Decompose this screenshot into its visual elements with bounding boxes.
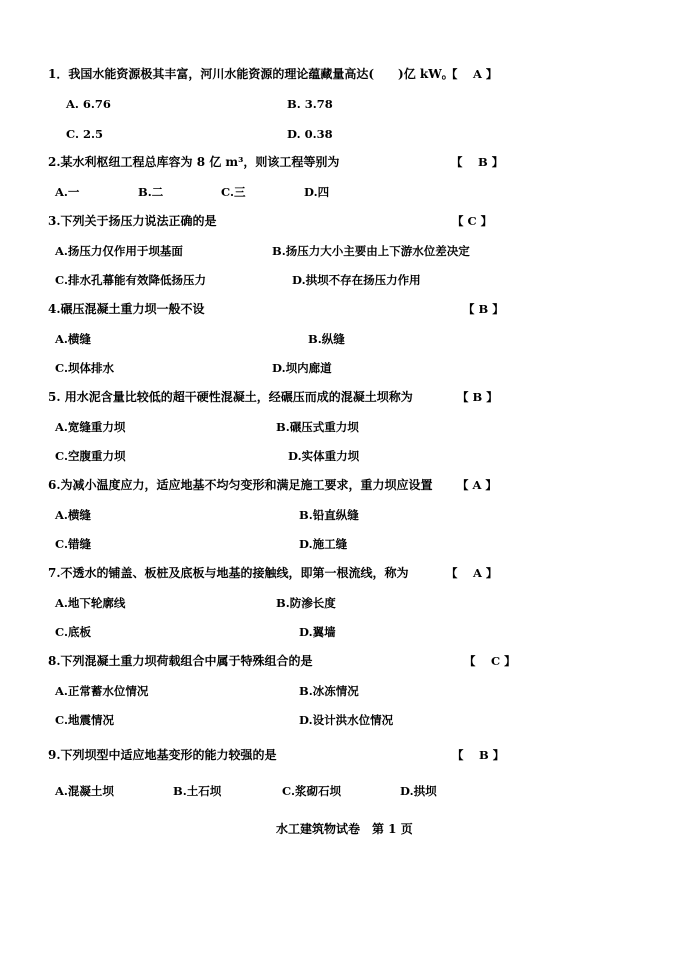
question-3-text: 3.下列关于扬压力说法正确的是 [48, 214, 217, 228]
question-1-text: 1．我国水能资源极其丰富，河川水能资源的理论蕴藏量高达( )亿 kW。 [48, 67, 454, 81]
question-8-option-c: C.地震情况 [55, 713, 114, 727]
question-9-option-a: A.混凝土坝 [55, 784, 114, 798]
question-5-answer: 【 B 】 [457, 390, 498, 404]
question-4-text: 4.碾压混凝土重力坝一般不设 [48, 302, 205, 316]
question-1-option-b: B. 3.78 [287, 97, 333, 111]
question-9-option-b: B.土石坝 [173, 784, 222, 798]
question-6-option-d: D.施工缝 [299, 537, 348, 551]
question-5-text: 5. 用水泥含量比较低的超干硬性混凝土，经碾压而成的混凝土坝称为 [48, 390, 413, 404]
question-1-option-d: D. 0.38 [287, 127, 333, 141]
question-9-option-d: D.拱坝 [400, 784, 437, 798]
question-2-text: 2.某水利枢纽工程总库容为 8 亿 m³，则该工程等别为 [48, 155, 340, 169]
question-5-option-c: C.空腹重力坝 [55, 449, 126, 463]
question-5-option-b: B.碾压式重力坝 [276, 420, 359, 434]
question-1-option-a: A. 6.76 [66, 97, 111, 111]
question-6-option-a: A.横缝 [55, 508, 91, 522]
page-footer: 水工建筑物试卷 第 1 页 [276, 822, 413, 836]
question-7-option-d: D.翼墙 [299, 625, 336, 639]
question-8-answer: 【 C 】 [464, 654, 516, 668]
question-6-option-c: C.错缝 [55, 537, 91, 551]
question-4-option-a: A.横缝 [55, 332, 91, 346]
question-6-answer: 【 A 】 [457, 478, 497, 492]
question-9-answer: 【 B 】 [452, 748, 505, 762]
question-7-option-c: C.底板 [55, 625, 91, 639]
question-4-option-d: D.坝内廊道 [272, 361, 332, 375]
question-9-text: 9.下列坝型中适应地基变形的能力较强的是 [48, 748, 277, 762]
question-6-option-b: B.铅直纵缝 [299, 508, 359, 522]
question-1-answer: 【 A 】 [446, 67, 498, 81]
question-2-answer: 【 B 】 [451, 155, 504, 169]
question-1-option-c: C. 2.5 [66, 127, 103, 141]
question-4-answer: 【 B 】 [463, 302, 504, 316]
question-3-option-b: B.扬压力大小主要由上下游水位差决定 [272, 244, 470, 258]
question-4-option-b: B.纵缝 [308, 332, 345, 346]
question-8-option-a: A.正常蓄水位情况 [55, 684, 149, 698]
question-8-text: 8.下列混凝土重力坝荷载组合中属于特殊组合的是 [48, 654, 313, 668]
question-5-option-a: A.宽缝重力坝 [55, 420, 126, 434]
question-2-option-d: D.四 [304, 185, 330, 199]
question-2-option-c: C.三 [221, 185, 246, 199]
question-6-text: 6.为减小温度应力，适应地基不均匀变形和满足施工要求，重力坝应设置 [48, 478, 433, 492]
question-5-option-d: D.实体重力坝 [288, 449, 360, 463]
question-7-answer: 【 A 】 [446, 566, 498, 580]
question-2-option-a: A.一 [55, 185, 80, 199]
question-3-option-c: C.排水孔幕能有效降低扬压力 [55, 273, 206, 287]
question-7-text: 7.不透水的铺盖、板桩及底板与地基的接触线，即第一根流线，称为 [48, 566, 409, 580]
question-8-option-d: D.设计洪水位情况 [299, 713, 394, 727]
question-3-answer: 【 C 】 [452, 214, 493, 228]
question-3-option-a: A.扬压力仅作用于坝基面 [55, 244, 183, 258]
question-7-option-a: A.地下轮廓线 [55, 596, 126, 610]
question-2-option-b: B.二 [138, 185, 164, 199]
question-9-option-c: C.浆砌石坝 [282, 784, 341, 798]
question-8-option-b: B.冰冻情况 [299, 684, 359, 698]
question-3-option-d: D.拱坝不存在扬压力作用 [292, 273, 421, 287]
question-4-option-c: C.坝体排水 [55, 361, 114, 375]
question-7-option-b: B.防渗长度 [276, 596, 336, 610]
